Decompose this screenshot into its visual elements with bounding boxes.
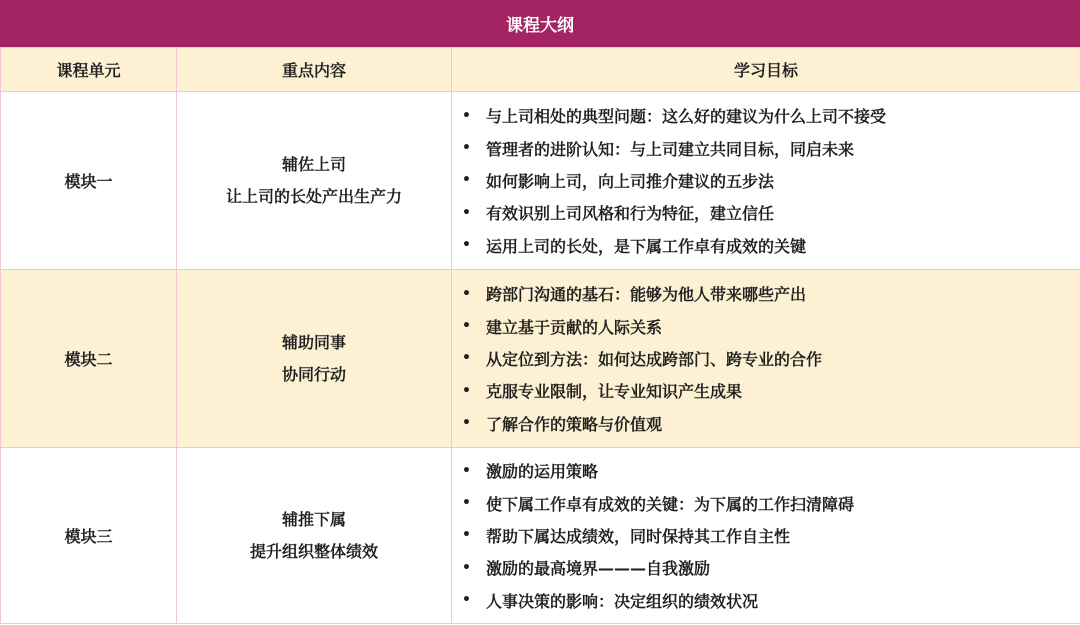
goal-list xyxy=(460,455,1080,617)
goal-item xyxy=(460,519,1080,551)
goal-text: 激励的运用策略 xyxy=(486,462,599,482)
bullet-icon: • xyxy=(462,107,471,124)
goal-item xyxy=(460,552,1080,584)
goal-item xyxy=(460,375,1080,407)
unit-cell: 模块二 xyxy=(1,270,177,448)
goal-item xyxy=(460,278,1080,310)
goal-text: 人事决策的影响：决定组织的绩效状况 xyxy=(486,591,759,611)
focus-line: 协同行动 xyxy=(281,364,346,384)
goal-text: 建立基于贡献的人际关系 xyxy=(486,317,663,337)
bullet-icon: • xyxy=(462,559,471,576)
goal-item xyxy=(460,407,1080,439)
bullet-icon: • xyxy=(462,462,471,479)
goals-cell xyxy=(452,92,1080,270)
bullet-icon: • xyxy=(462,350,471,367)
goal-text: 如何影响上司，向上司推介建议的五步法 xyxy=(486,171,775,191)
focus-line: 辅佐上司 xyxy=(281,154,346,174)
bullet-icon: • xyxy=(462,172,471,189)
bullet-icon: • xyxy=(462,415,471,432)
focus-line: 提升组织整体绩效 xyxy=(249,541,378,561)
goal-text: 运用上司的长处，是下属工作卓有成效的关键 xyxy=(486,236,807,256)
goal-text: 从定位到方法：如何达成跨部门、跨专业的合作 xyxy=(486,349,823,369)
unit-cell: 模块一 xyxy=(1,92,177,270)
bullet-icon: • xyxy=(462,285,471,302)
goals-cell xyxy=(452,448,1080,624)
goal-list xyxy=(460,100,1080,262)
header-unit: 课程单元 xyxy=(1,48,177,92)
goal-text: 了解合作的策略与价值观 xyxy=(486,414,663,434)
outline-title: 课程大纲 xyxy=(0,0,1080,47)
goal-item xyxy=(460,229,1080,261)
header-row xyxy=(1,48,1080,92)
focus-line: 辅推下属 xyxy=(281,509,346,529)
goal-item xyxy=(460,197,1080,229)
goal-item xyxy=(460,164,1080,196)
bullet-icon: • xyxy=(462,140,471,157)
bullet-icon: • xyxy=(462,592,471,609)
goal-item xyxy=(460,487,1080,519)
goal-text: 跨部门沟通的基石：能够为他人带来哪些产出 xyxy=(486,285,807,305)
goal-item xyxy=(460,132,1080,164)
focus-cell xyxy=(177,92,452,270)
goal-text: 激励的最高境界———自我激励 xyxy=(486,559,711,579)
goal-item xyxy=(460,342,1080,374)
header-goals: 学习目标 xyxy=(452,48,1080,92)
unit-cell: 模块三 xyxy=(1,448,177,624)
goal-item xyxy=(460,584,1080,616)
header-focus: 重点内容 xyxy=(177,48,452,92)
module-row xyxy=(1,92,1080,270)
goal-item xyxy=(460,455,1080,487)
goals-cell xyxy=(452,270,1080,448)
bullet-icon: • xyxy=(462,318,471,335)
goal-text: 管理者的进阶认知：与上司建立共同目标，同启未来 xyxy=(486,139,855,159)
focus-line: 辅助同事 xyxy=(281,332,346,352)
goal-text: 有效识别上司风格和行为特征，建立信任 xyxy=(486,204,775,224)
bullet-icon: • xyxy=(462,527,471,544)
focus-cell xyxy=(177,270,452,448)
module-row xyxy=(1,270,1080,448)
focus-line: 让上司的长处产出生产力 xyxy=(225,186,402,206)
bullet-icon: • xyxy=(462,495,471,512)
goal-text: 克服专业限制，让专业知识产生成果 xyxy=(486,382,743,402)
goal-item xyxy=(460,310,1080,342)
goal-list xyxy=(460,278,1080,440)
goal-text: 使下属工作卓有成效的关键：为下属的工作扫清障碍 xyxy=(486,494,855,514)
focus-cell xyxy=(177,448,452,624)
bullet-icon: • xyxy=(462,204,471,221)
outline-table xyxy=(0,47,1080,624)
module-row xyxy=(1,448,1080,624)
goal-text: 帮助下属达成绩效，同时保持其工作自主性 xyxy=(486,526,791,546)
bullet-icon: • xyxy=(462,237,471,254)
goal-text: 与上司相处的典型问题：这么好的建议为什么上司不接受 xyxy=(486,107,887,127)
bullet-icon: • xyxy=(462,382,471,399)
goal-item xyxy=(460,100,1080,132)
